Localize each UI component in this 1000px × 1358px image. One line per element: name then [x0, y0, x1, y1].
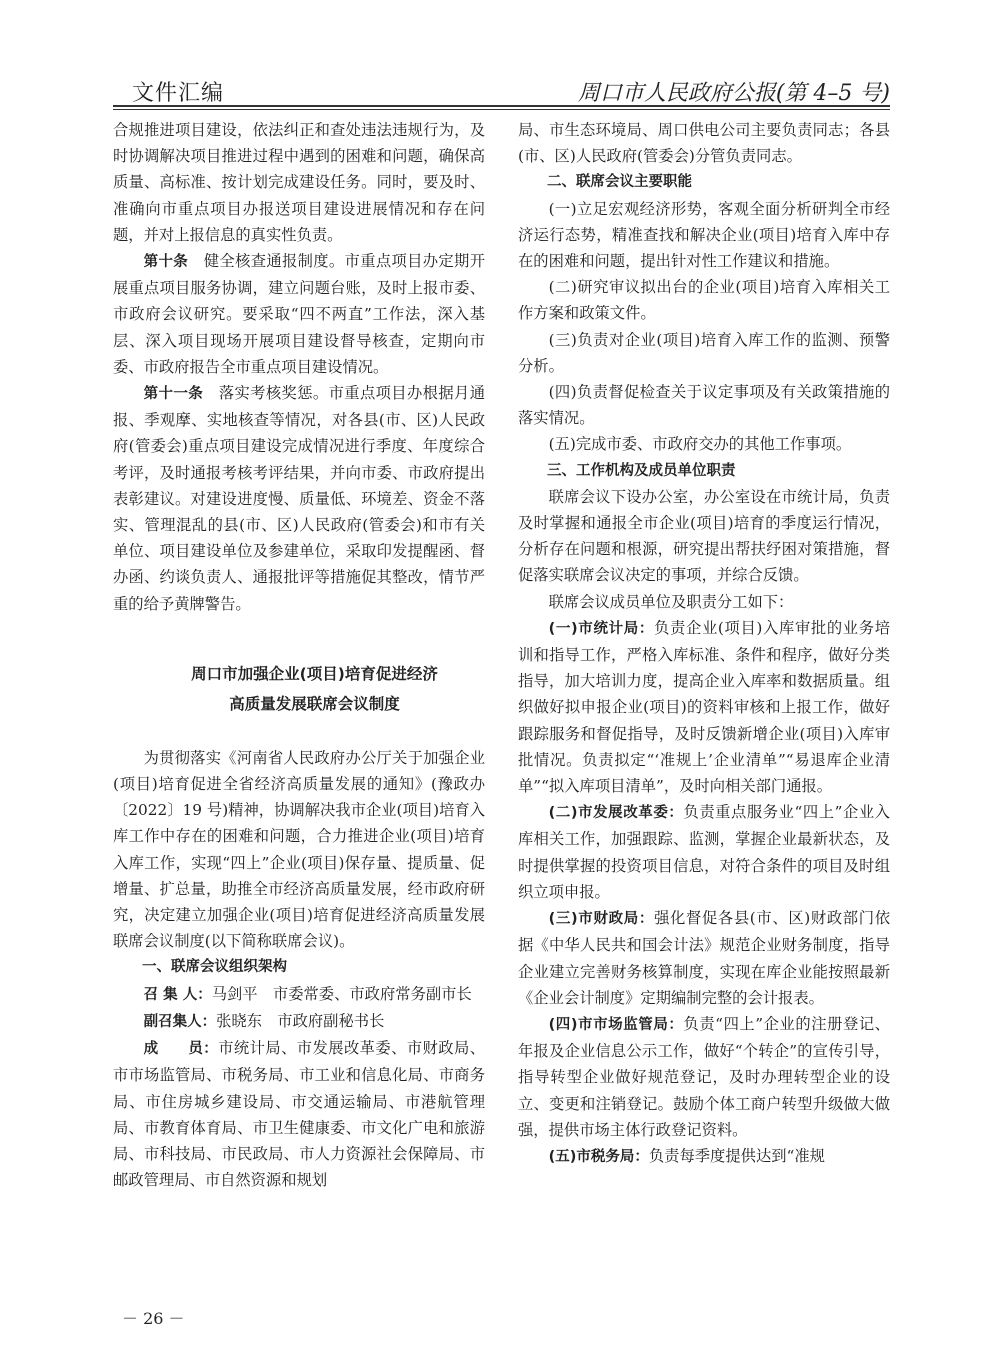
duty-item	[518, 799, 890, 905]
duty-label: (一)市统计局：	[548, 620, 655, 637]
page-number: － 26 －	[122, 1309, 185, 1328]
duty-label: (四)市市场监管局：	[548, 1016, 684, 1033]
convener-text: 马剑平 市委常委、市政府常务副市长	[211, 984, 472, 1003]
article-label: 第十条	[143, 254, 189, 271]
duty-item	[518, 1011, 890, 1143]
header-divider	[113, 105, 890, 110]
article-10	[113, 248, 485, 380]
convener-line	[113, 981, 485, 1008]
section-heading-1: 一、联席会议组织架构	[142, 959, 287, 976]
deputy-convener-line	[113, 1008, 485, 1035]
section-heading-2: 二、联席会议主要职能	[547, 174, 692, 191]
section-title: 文件汇编	[132, 81, 225, 106]
members-line	[113, 1035, 485, 1193]
document-title-line-2: 高质量发展联席会议制度	[229, 694, 400, 713]
function-item: (二)研究审议拟出台的企业(项目)培育入库相关工作方案和政策文件。	[518, 278, 890, 323]
function-item: (四)负责督促检查关于议定事项及有关政策措施的落实情况。	[518, 383, 890, 428]
article-text: 健全核查通报制度。市重点项目办定期开展重点项目服务协调，建立问题台账，及时上报市委、市政府会议研究。要采取“四不两直”工作法，深入基层、深入项目现场开展项目建设督导核查，定期向市委、市政府报告全市重点项目建设情况。	[113, 252, 485, 376]
right-column	[518, 117, 890, 1170]
duty-label: (五)市税务局：	[548, 1148, 649, 1165]
paragraph: 合规推进项目建设，依法纠正和查处违法违规行为，及时协调解决项目推进过程中遇到的困难和问题，确保高质量、高标准、按计划完成建设任务。同时，要及时、准确向市重点项目办报送项目建设进展情况和存在问题，并对上报信息的真实性负责。	[113, 121, 485, 244]
members-text: 市统计局、市发展改革委、市财政局、市市场监管局、市税务局、市工业和信息化局、市商务局、市住房城乡建设局、市交通运输局、市港航管理局、市教育体育局、市卫生健康委、市文化广电和旅游局、市科技局、市民政局、市人力资源社会保障局、市邮政管理局、市自然资源和规划	[113, 1039, 485, 1190]
deputy-label: 副召集人：	[143, 1013, 217, 1030]
function-item: (五)完成市委、市政府交办的其他工作事项。	[548, 435, 852, 454]
duty-label: (二)市发展改革委：	[548, 805, 684, 822]
article-11	[113, 380, 485, 617]
duty-text: 负责企业(项目)入库审批的业务培训和指导工作，严格入库标准、条件和程序，做好分类指导，加大培训力度，提高企业入库率和数据质量。组织做好拟申报企业(项目)的资料审核和上报工作，做好跟踪服务和督促指导，及时反馈新增企业(项目)入库审批情况。负责拟定“‘准规上’企业清单”“易退库企业清单”“拟入库项目清单”，及时向相关部门通报。	[518, 618, 890, 796]
document-title-line-1: 周口市加强企业(项目)培育促进经济	[191, 664, 438, 683]
convener-label: 召 集 人：	[143, 986, 212, 1003]
deputy-text: 张晓东 市政府副秘书长	[216, 1011, 385, 1030]
duty-text: 负责重点服务业“四上”企业入库相关工作，加强跟踪、监测，掌握企业最新状态，及时提供掌握的投资项目信息，对符合条件的项目及时组织立项申报。	[518, 803, 890, 901]
division-intro: 联席会议成员单位及职责分工如下：	[548, 592, 794, 611]
duty-item	[518, 1143, 890, 1170]
intro-paragraph: 为贯彻落实《河南省人民政府办公厅关于加强企业(项目)培育促进全省经济高质量发展的通知》(豫政办〔2022〕19 号)精神，协调解决我市企业(项目)培育入库工作中存在的困难和问题，合力推进企业(项目)培育入库工作，实现“四上”企业(项目)保存量、提质量、促增量、扩总量，助推全市经济高质量发展，经市政府研究，决定建立加强企业(项目)培育促进经济高质量发展联席会议制度(以下简称联席会议)。	[113, 748, 485, 951]
duty-text: 负责每季度提供达到“准规	[648, 1146, 825, 1165]
article-label: 第十一条	[143, 386, 204, 403]
duty-label: (三)市财政局：	[548, 911, 655, 928]
section-heading-3: 三、工作机构及成员单位职责	[547, 462, 736, 479]
duty-text: 负责“四上”企业的注册登记、年报及企业信息公示工作，做好“个转企”的宣传引导，指导转型企业做好规范登记，及时办理转型企业的设立、变更和注销登记。鼓励个体工商户转型升级做大做强，提供市场主体行政登记资料。	[518, 1014, 890, 1139]
left-column	[113, 117, 485, 1193]
spacer	[113, 719, 485, 745]
duty-item	[518, 615, 890, 799]
spacer	[113, 617, 485, 659]
function-item: (三)负责对企业(项目)培育入库工作的监测、预警分析。	[518, 330, 890, 375]
function-item: (一)立足宏观经济形势，客观全面分析研判全市经济运行态势，精准查找和解决企业(项目)培育入库中存在的困难和问题，提出针对性工作建议和措施。	[518, 199, 890, 271]
members-label: 成 员：	[143, 1041, 219, 1058]
duty-text: 强化督促各县(市、区)财政部门依据《中华人民共和国会计法》规范企业财务制度，指导企业建立完善财务核算制度，实现在库企业能按照最新《企业会计制度》定期编制完整的会计报表。	[518, 909, 890, 1007]
article-text: 落实考核奖惩。市重点项目办根据月通报、季观摩、实地核查等情况，对各县(市、区)人民政府(管委会)重点项目建设完成情况进行季度、年度综合考评，及时通报考核考评结果，并向市委、市政府提出表彰建议。对建设进度慢、质量低、环境差、资金不落实、管理混乱的县(市、区)人民政府(管委会)和市有关单位、项目建设单位及参建单位，采取印发提醒函、督办函、约谈负责人、通报批评等措施促其整改，情节严重的给予黄牌警告。	[113, 384, 485, 613]
publication-title: 周口市人民政府公报(第 4–5 号)	[577, 81, 890, 106]
duty-item	[518, 905, 890, 1011]
office-paragraph: 联席会议下设办公室，办公室设在市统计局，负责及时掌握和通报全市企业(项目)培育的季度运行情况，分析存在问题和根源，研究提出帮扶纾困对策措施，督促落实联席会议决定的事项，并综合反馈。	[518, 487, 890, 585]
members-continued: 局、市生态环境局、周口供电公司主要负责同志；各县(市、区)人民政府(管委会)分管负责同志。	[518, 121, 890, 166]
